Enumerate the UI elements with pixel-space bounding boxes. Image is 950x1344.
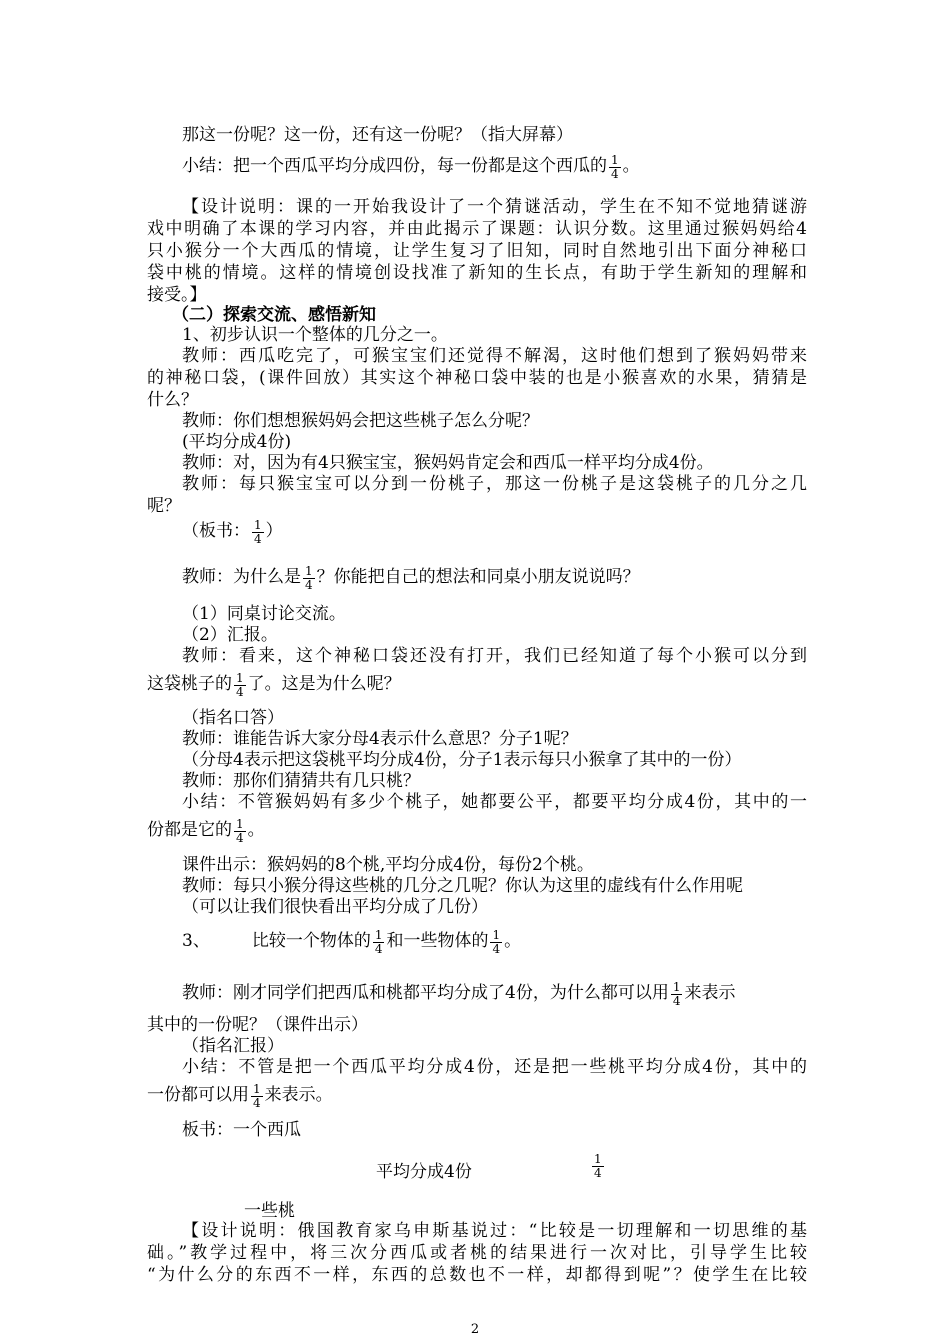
board-note-2-middle: 平均分成4份 (376, 1162, 472, 1182)
fraction-one-quarter: $\frac{1}{4}$ (254, 518, 262, 546)
teacher-line-6: 教师：为什么是 $\frac{1}{4}$ ？你能把自己的想法和同桌小朋友说说吗？ (182, 564, 640, 592)
fraction-one-quarter: $\frac{1}{4}$ (236, 671, 244, 699)
section-heading: （二）探索交流、感悟新知 (172, 305, 376, 325)
step-discuss: （1）同桌讨论交流。 (182, 604, 346, 624)
fraction-one-quarter: $\frac{1}{4}$ (305, 564, 313, 592)
answer-line-19: （可以让我们很快看出平均分成了几份） (182, 897, 488, 917)
design-note-1-line-1: 【设计说明：课的一开始我设计了一个猜谜活动，学生在不知不觉地猜谜游 (182, 197, 807, 217)
design-note-1-line-4: 袋中桃的情境。这样的情境创设找准了新知的生长点，有助于学生新知的理解和 (147, 263, 807, 283)
design-note-2-line-3: “为什么分的东西不一样，东西的总数也不一样，却都得到呢”？使学生在比较 (147, 1265, 807, 1285)
answer-line-22: （指名汇报） (182, 1036, 284, 1056)
teacher-line-4: 教师：对，因为有4只猴宝宝，猴妈妈肯定会和西瓜一样平均分成4份。 (182, 453, 714, 473)
summary-watermelon: 小结：把一个西瓜平均分成四份，每一份都是这个西瓜的 $\frac{1}{4}$ 。 (182, 153, 640, 181)
teacher-line-2: 教师：你们想想猴妈妈会把这些桃子怎么分呢？ (182, 411, 539, 431)
board-note-1: （板书： $\frac{1}{4}$ ） (182, 518, 283, 546)
board-note-2-line-1: 板书：一个西瓜 (182, 1120, 301, 1140)
answer-line-3: (平均分成4份) (182, 432, 292, 452)
teacher-line-5a: 教师：每只猴宝宝可以分到一份桃子，那这一份桃子是这袋桃子的几分之几 (182, 474, 807, 494)
fraction-one-quarter: $\frac{1}{4}$ (374, 928, 383, 956)
teacher-line-12: 教师：谁能告诉大家分母4表示什么意思？分子1呢？ (182, 729, 578, 749)
fraction-one-quarter: $\frac{1}{4}$ (594, 1152, 602, 1180)
fraction-one-quarter: $\frac{1}{4}$ (611, 153, 619, 181)
fraction-one-quarter: $\frac{1}{4}$ (492, 928, 501, 956)
design-note-2-line-1: 【设计说明：俄国教育家乌申斯基说过：“比较是一切理解和一切思维的基 (182, 1221, 807, 1241)
step-report: （2）汇报。 (182, 625, 278, 645)
page-number: 2 (470, 1322, 480, 1337)
teacher-line-9: 教师：看来，这个神秘口袋还没有打开，我们已经知道了每个小猴可以分到 (182, 646, 807, 666)
teacher-line-10: 这袋桃子的 $\frac{1}{4}$ 了。这是为什么呢？ (147, 671, 401, 699)
teacher-line-18: 教师：每只小猴分得这些桃的几分之几呢？你认为这里的虚线有什么作用呢 (182, 876, 743, 896)
summary-line-23: 小结：不管是把一个西瓜平均分成4份，还是把一些桃平均分成4份，其中的 (182, 1057, 807, 1077)
teacher-line-1a: 教师：西瓜吃完了，可猴宝宝们还觉得不解渴，这时他们想到了猴妈妈带来 (182, 346, 807, 366)
fraction-one-quarter: $\frac{1}{4}$ (672, 980, 681, 1008)
subsection-3: 3、 比较一个物体的 $\frac{1}{4}$ 和一些物体的 $\frac{1}{4}$ 。 (182, 928, 522, 956)
board-note-2-fraction (590, 1152, 620, 1179)
subsection-1: 1、初步认识一个整体的几分之一。 (182, 325, 448, 345)
design-note-1-line-3: 只小猴分一个大西瓜的情境，让学生复习了旧知，同时自然地引出下面分神秘口 (147, 241, 807, 261)
board-note-2-line-3: 一些桃 (244, 1201, 295, 1221)
design-note-1-line-5: 接受。】 (147, 285, 207, 305)
fraction-one-quarter: $\frac{1}{4}$ (236, 817, 244, 845)
teacher-line-5b: 呢？ (147, 496, 181, 516)
paragraph-question: 那这一份呢？这一份，还有这一份呢？（指大屏幕） (182, 125, 573, 145)
answer-line-11: （指名口答） (182, 708, 284, 728)
design-note-2-line-2: 础。”教学过程中，将三次分西瓜或者桃的结果进行一次对比，引导学生比较 (147, 1243, 807, 1263)
teacher-line-14: 教师：那你们猜猜共有几只桃？ (182, 771, 420, 791)
teacher-line-1c: 什么？ (147, 390, 198, 410)
summary-line-16: 份都是它的 $\frac{1}{4}$ 。 (147, 817, 265, 845)
fraction-one-quarter: $\frac{1}{4}$ (253, 1082, 261, 1110)
courseware-line-17: 课件出示：猴妈妈的8个桃,平均分成4份，每份2个桃。 (182, 855, 594, 875)
teacher-line-1b: 的神秘口袋，(课件回放）其实这个神秘口袋中装的也是小猴喜欢的水果，猜猜是 (147, 368, 807, 388)
teacher-line-20: 教师：刚才同学们把西瓜和桃都平均分成了4份，为什么都可以用 $\frac{1}{4}$ 来表示 (182, 980, 736, 1008)
design-note-1-line-2: 戏中明确了本课的学习内容，并由此揭示了课题：认识分数。这里通过猴妈妈给4 (147, 219, 807, 239)
summary-line-15: 小结：不管猴妈妈有多少个桃子，她都要公平，都要平均分成4份，其中的一 (182, 792, 807, 812)
summary-line-24: 一份都可以用 $\frac{1}{4}$ 来表示。 (147, 1082, 333, 1110)
teacher-line-21: 其中的一份呢？（课件出示） (147, 1015, 368, 1035)
answer-line-13: （分母4表示把这袋桃平均分成4份，分子1表示每只小猴拿了其中的一份） (182, 750, 742, 770)
